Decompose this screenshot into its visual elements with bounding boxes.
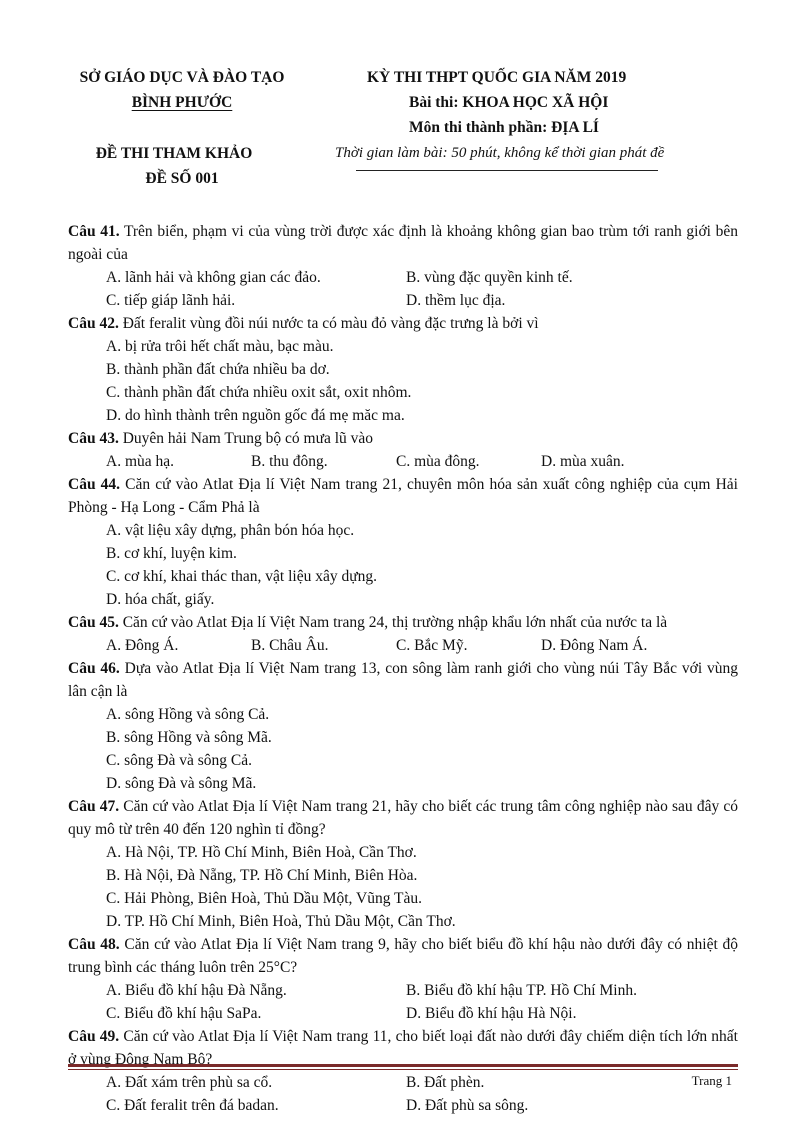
question-text: Căn cứ vào Atlat Địa lí Việt Nam trang 24, thị trường nhập khẩu lớn nhất của nước ta là [118, 614, 668, 631]
province-name-text: BÌNH PHƯỚC [131, 94, 233, 111]
answer-options [68, 450, 738, 473]
answer-option-b: B. thu đông. [251, 453, 328, 470]
question-stem [68, 220, 738, 266]
exam-duration: Thời gian làm bài: 50 phút, không kể thời gian phát đề [335, 145, 665, 161]
answer-option-c: C. tiếp giáp lãnh hải. [106, 292, 236, 309]
answer-option-a: A. vật liệu xây dựng, phân bón hóa học. [106, 522, 355, 539]
question-text: Căn cứ vào Atlat Địa lí Việt Nam trang 21, chuyên môn hóa sản xuất công nghiệp của cụm Hải Phòng - Hạ Long - Cẩm Phả là [68, 476, 738, 516]
page-number: Trang 1 [691, 1073, 732, 1088]
answer-option-a: A. Đông Á. [106, 637, 179, 654]
answer-option-a: A. Đất xám trên phù sa cổ. [106, 1074, 273, 1091]
question-number: Câu 45. [68, 614, 119, 631]
answer-options [68, 841, 738, 933]
exam-title: KỲ THI THPT QUỐC GIA NĂM 2019 [367, 69, 627, 86]
answer-option-d: D. mùa xuân. [541, 453, 625, 470]
answer-option-d: D. Đông Nam Á. [541, 637, 648, 654]
question-text: Duyên hải Nam Trung bộ có mưa lũ vào [118, 430, 374, 447]
question-text: Căn cứ vào Atlat Địa lí Việt Nam trang 11, cho biết loại đất nào dưới đây chiếm diện tích lớn nhất ở vùng Đông Nam Bộ? [68, 1028, 738, 1068]
question-text: Căn cứ vào Atlat Địa lí Việt Nam trang 9, hãy cho biết biểu đồ khí hậu nào dưới đây có nhiệt độ trung bình các tháng luôn trên 25°C? [68, 936, 738, 976]
department-name: SỞ GIÁO DỤC VÀ ĐÀO TẠO [79, 69, 285, 86]
question-text: Căn cứ vào Atlat Địa lí Việt Nam trang 21, hãy cho biết các trung tâm công nghiệp nào sau đây có quy mô từ trên 40 đến 120 nghìn tỉ đồng? [68, 798, 738, 838]
question-stem [68, 611, 738, 634]
question-47 [68, 795, 738, 933]
question-49 [68, 1025, 738, 1117]
question-46 [68, 657, 738, 795]
answer-option-c: C. Biểu đồ khí hậu SaPa. [106, 1005, 262, 1022]
question-41 [68, 220, 738, 312]
question-42 [68, 312, 738, 427]
answer-option-b: B. Châu Âu. [251, 637, 329, 654]
answer-option-a: A. lãnh hải và không gian các đảo. [106, 269, 321, 286]
answer-option-c: C. Hải Phòng, Biên Hoà, Thủ Dầu Một, Vũng Tàu. [106, 890, 423, 907]
header-divider [356, 170, 658, 171]
answer-option-a: A. sông Hồng và sông Cả. [106, 706, 270, 723]
answer-option-b: B. sông Hồng và sông Mã. [106, 729, 272, 746]
question-number: Câu 48. [68, 936, 120, 953]
answer-option-a: A. Hà Nội, TP. Hồ Chí Minh, Biên Hoà, Cần Thơ. [106, 844, 417, 861]
answer-option-c: C. cơ khí, khai thác than, vật liệu xây dựng. [106, 568, 377, 585]
question-number: Câu 47. [68, 798, 120, 815]
question-stem [68, 933, 738, 979]
question-number: Câu 44. [68, 476, 121, 493]
answer-option-d: D. sông Đà và sông Mã. [106, 775, 257, 792]
question-text: Trên biển, phạm vi của vùng trời được xác định là khoảng không gian bao trùm tới ranh giới bên ngoài của [68, 223, 738, 263]
answer-option-d: D. thềm lục địa. [406, 292, 506, 309]
answer-option-c: C. Đất feralit trên đá badan. [106, 1097, 279, 1114]
province-name [32, 94, 332, 112]
answer-option-d: D. TP. Hồ Chí Minh, Biên Hoà, Thủ Dầu Một, Cần Thơ. [106, 913, 456, 930]
answer-option-d: D. hóa chất, giấy. [106, 591, 215, 608]
question-45 [68, 611, 738, 657]
question-stem [68, 657, 738, 703]
question-number: Câu 43. [68, 430, 119, 447]
question-stem [68, 795, 738, 841]
question-text: Dựa vào Atlat Địa lí Việt Nam trang 13, con sông làm ranh giới cho vùng núi Tây Bắc với vùng lân cận là [68, 660, 738, 700]
answer-options [68, 1071, 738, 1117]
answer-option-d: D. Biểu đồ khí hậu Hà Nội. [406, 1005, 577, 1022]
question-number: Câu 46. [68, 660, 120, 677]
answer-option-c: C. sông Đà và sông Cả. [106, 752, 252, 769]
question-number: Câu 42. [68, 315, 119, 332]
exam-type-label: ĐỀ THI THAM KHẢO [95, 145, 253, 162]
answer-options [68, 266, 738, 312]
question-number: Câu 41. [68, 223, 120, 240]
answer-option-b: B. Biểu đồ khí hậu TP. Hồ Chí Minh. [406, 982, 637, 999]
question-text: Đất feralit vùng đồi núi nước ta có màu đỏ vàng đặc trưng là bởi vì [118, 315, 539, 332]
answer-option-a: A. Biểu đồ khí hậu Đà Nẵng. [106, 982, 287, 999]
question-stem [68, 427, 738, 450]
answer-option-c: C. Bắc Mỹ. [396, 637, 468, 654]
answer-option-b: B. thành phần đất chứa nhiều ba dơ. [106, 361, 330, 378]
answer-option-c: C. thành phần đất chứa nhiều oxit sắt, oxit nhôm. [106, 384, 412, 401]
question-43 [68, 427, 738, 473]
exam-code-label: ĐỀ SỐ 001 [145, 170, 219, 187]
answer-option-b: B. Đất phèn. [406, 1074, 485, 1091]
answer-option-b: B. cơ khí, luyện kim. [106, 545, 237, 562]
answer-option-b: B. Hà Nội, Đà Nẵng, TP. Hồ Chí Minh, Biên Hòa. [106, 867, 418, 884]
question-list [68, 220, 738, 1117]
answer-options [68, 335, 738, 427]
exam-subject-group: Bài thi: KHOA HỌC XÃ HỘI [409, 94, 609, 111]
answer-option-d: D. Đất phù sa sông. [406, 1097, 529, 1114]
question-stem [68, 312, 738, 335]
answer-options [68, 979, 738, 1025]
footer-rule [68, 1064, 738, 1070]
answer-option-d: D. do hình thành trên nguồn gốc đá mẹ măc ma. [106, 407, 405, 424]
question-44 [68, 473, 738, 611]
question-number: Câu 49. [68, 1028, 120, 1045]
exam-subject: Môn thi thành phần: ĐỊA LÍ [409, 119, 599, 136]
answer-option-a: A. bị rửa trôi hết chất màu, bạc màu. [106, 338, 334, 355]
answer-options [68, 519, 738, 611]
answer-option-c: C. mùa đông. [396, 453, 480, 470]
question-stem [68, 473, 738, 519]
answer-options [68, 634, 738, 657]
answer-option-a: A. mùa hạ. [106, 453, 175, 470]
question-48 [68, 933, 738, 1025]
answer-option-b: B. vùng đặc quyền kinh tế. [406, 269, 573, 286]
answer-options [68, 703, 738, 795]
